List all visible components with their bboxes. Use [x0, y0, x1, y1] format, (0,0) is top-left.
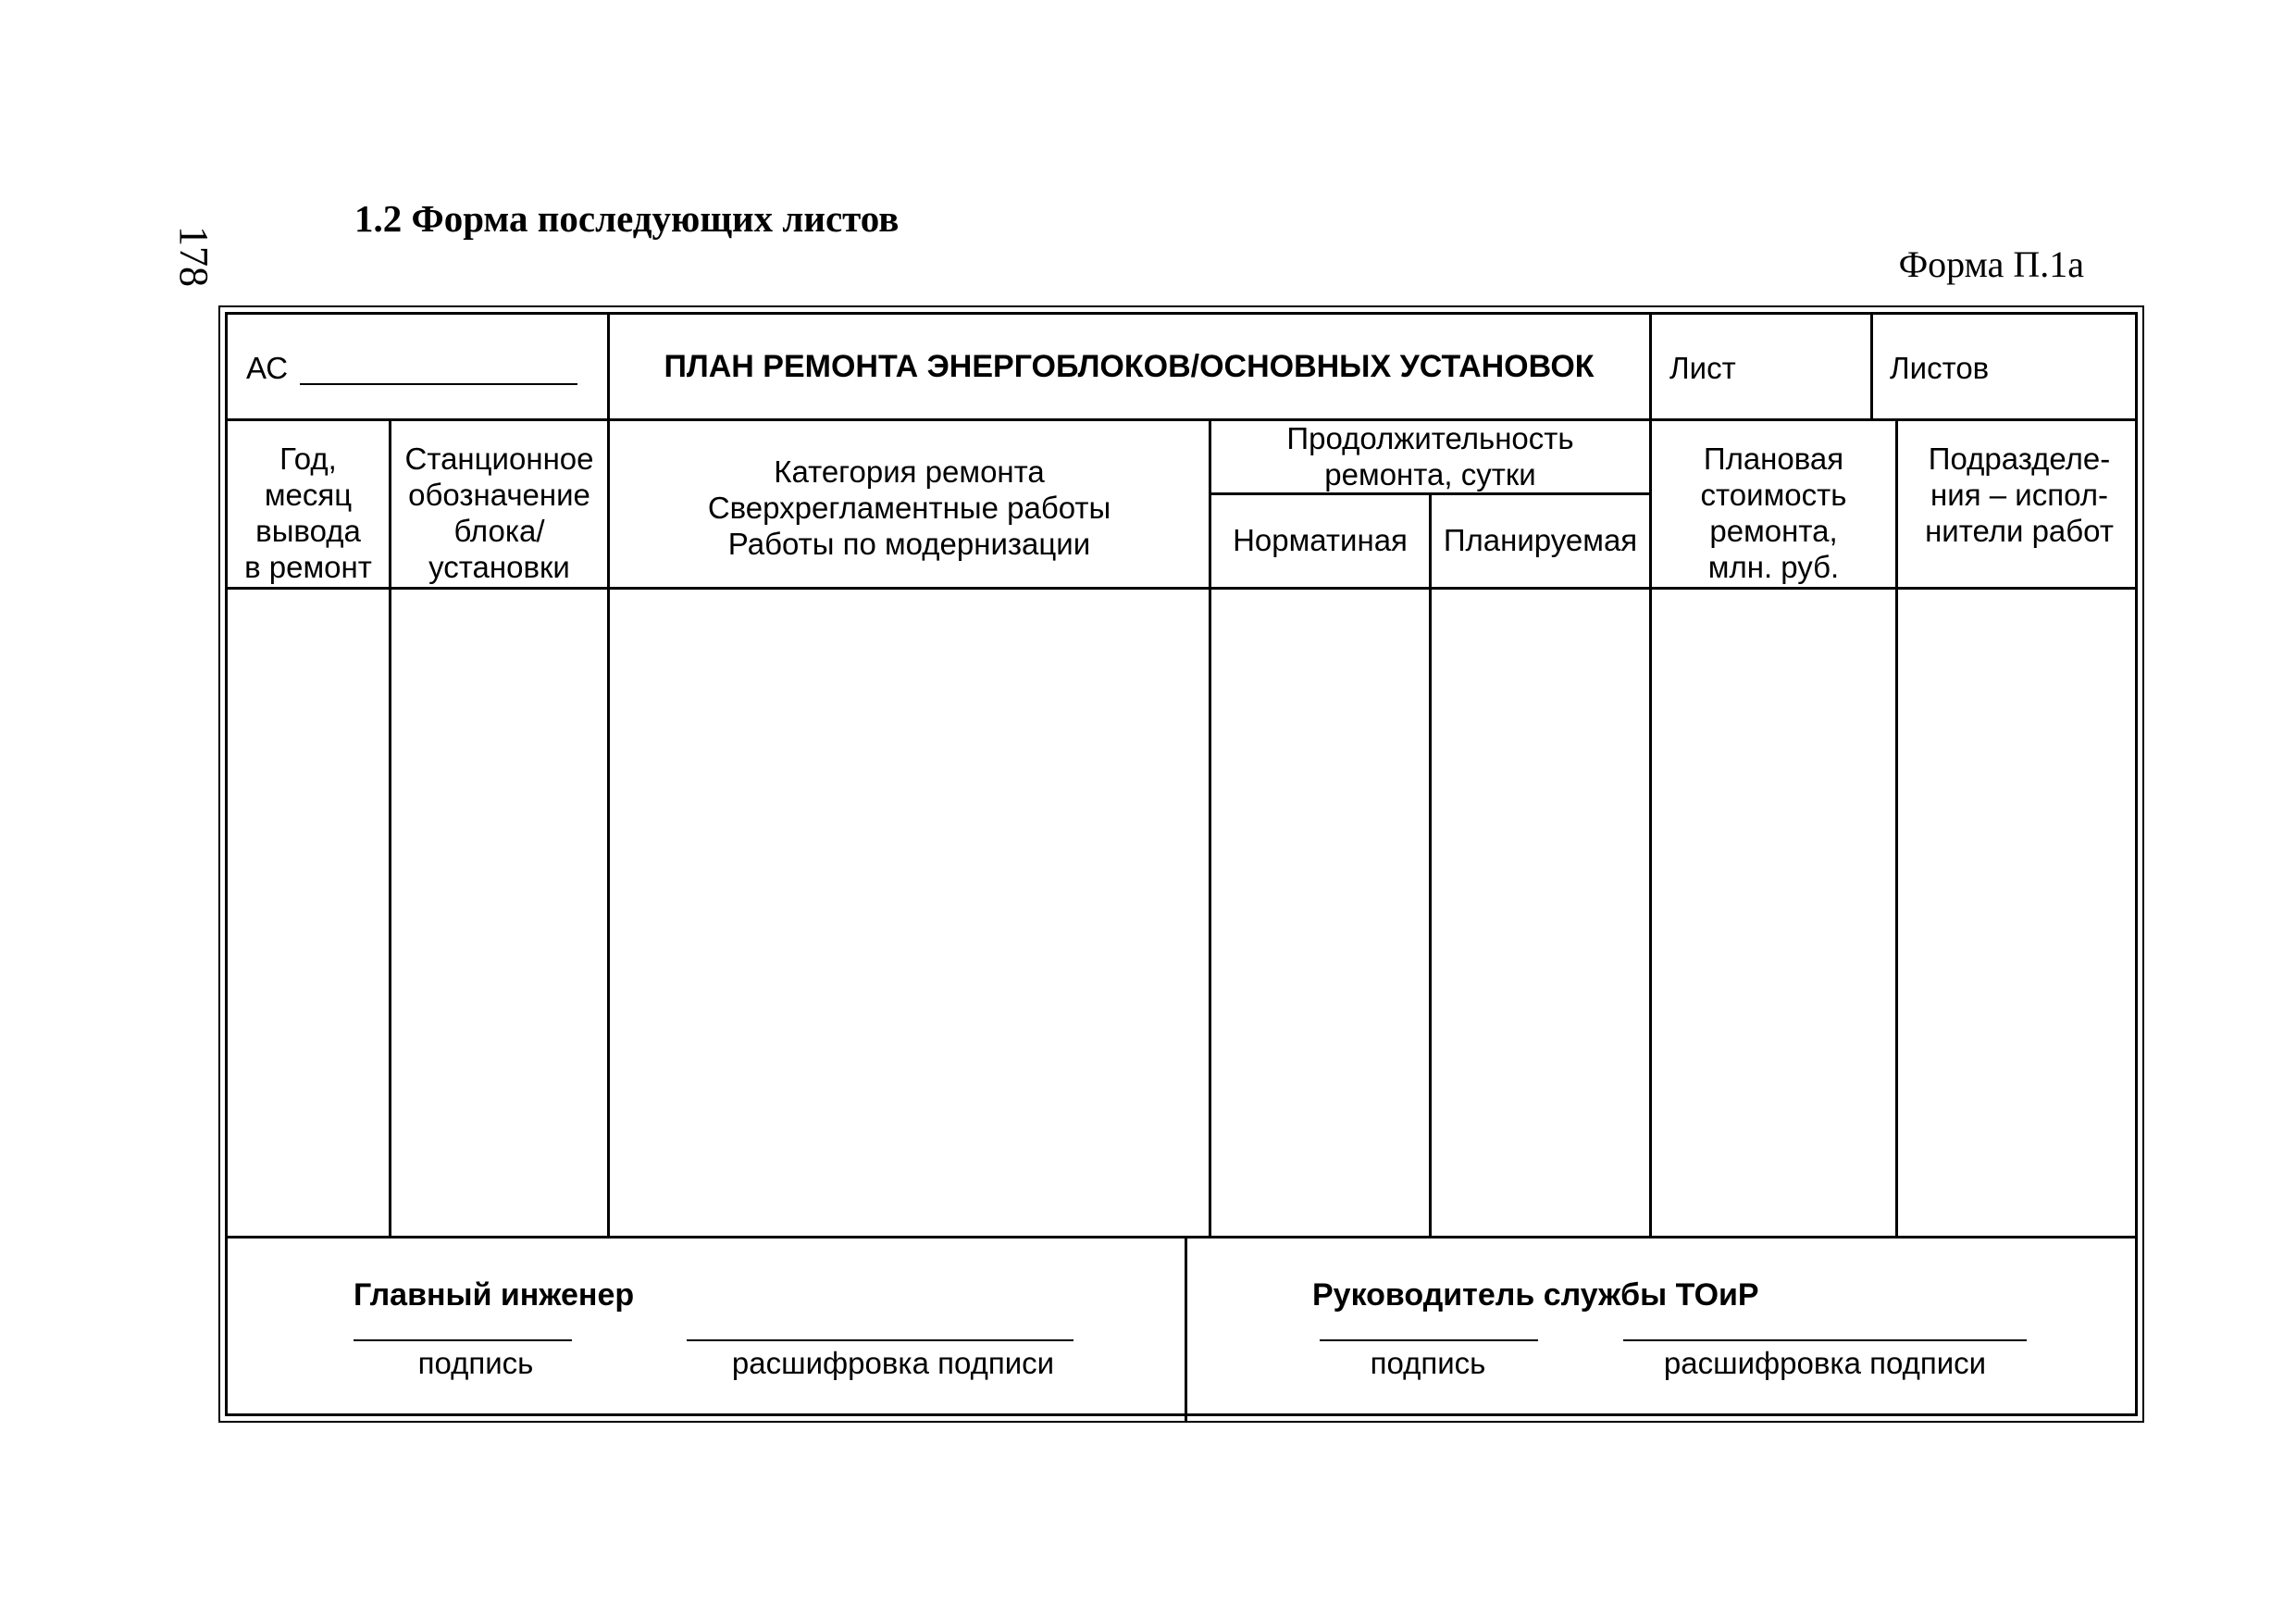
- col-duration-group: Продолжительность ремонта, сутки: [1286, 421, 1574, 492]
- section-heading: 1.2 Форма последующих листов: [354, 197, 900, 240]
- ac-input-line[interactable]: [300, 383, 577, 385]
- toir-head-title: Руководитель службы ТОиР: [1312, 1277, 1759, 1313]
- ac-label: АС: [246, 351, 289, 385]
- header-divider: [228, 418, 2135, 421]
- col-planned-cost: Плановая стоимость ремонта, млн. руб.: [1700, 442, 1847, 584]
- toir-head-decoding-line[interactable]: [1623, 1339, 2027, 1341]
- chief-engineer-decoding-caption: расшифровка подписи: [731, 1346, 1055, 1380]
- header-vline-sheets: [1870, 315, 1873, 419]
- chief-engineer-title: Главный инженер: [354, 1277, 635, 1313]
- sheets-label: Листов: [1890, 351, 1990, 385]
- col-station-designation: Станционное обозначение блока/ установки: [404, 442, 594, 584]
- toir-head-signature-caption: подпись: [1370, 1346, 1486, 1380]
- toir-head-signature-line[interactable]: [1320, 1339, 1538, 1341]
- chief-engineer-signature-line[interactable]: [354, 1339, 572, 1341]
- form-grid: [225, 312, 2138, 1416]
- page-number: 178: [171, 226, 217, 287]
- plan-title: ПЛАН РЕМОНТА ЭНЕРГОБЛОКОВ/ОСНОВНЫХ УСТАНОВОК: [664, 349, 1595, 384]
- header-vline-sheet: [1649, 315, 1652, 419]
- toir-head-decoding-caption: расшифровка подписи: [1663, 1346, 1987, 1380]
- col-repair-category: Категория ремонта Сверхрегламентные работы Работы по модернизации: [707, 454, 1111, 561]
- chief-engineer-decoding-line[interactable]: [687, 1339, 1074, 1341]
- col-duration-normative: Норматиная: [1233, 523, 1408, 557]
- col-duration-planned: Планируемая: [1443, 523, 1638, 557]
- chief-engineer-signature-caption: подпись: [417, 1346, 534, 1380]
- repair-plan-form: [218, 305, 2144, 1423]
- signature-vline: [1185, 1236, 1187, 1421]
- sheet-label: Лист: [1669, 351, 1736, 385]
- signature-divider: [228, 1236, 2135, 1238]
- data-entry-area[interactable]: [228, 590, 2135, 1236]
- col-year-month: Год, месяц вывода в ремонт: [244, 442, 372, 584]
- form-code: Форма П.1а: [1898, 243, 2084, 285]
- col-executors: Подразделе- ния – испол- нители работ: [1925, 442, 2114, 548]
